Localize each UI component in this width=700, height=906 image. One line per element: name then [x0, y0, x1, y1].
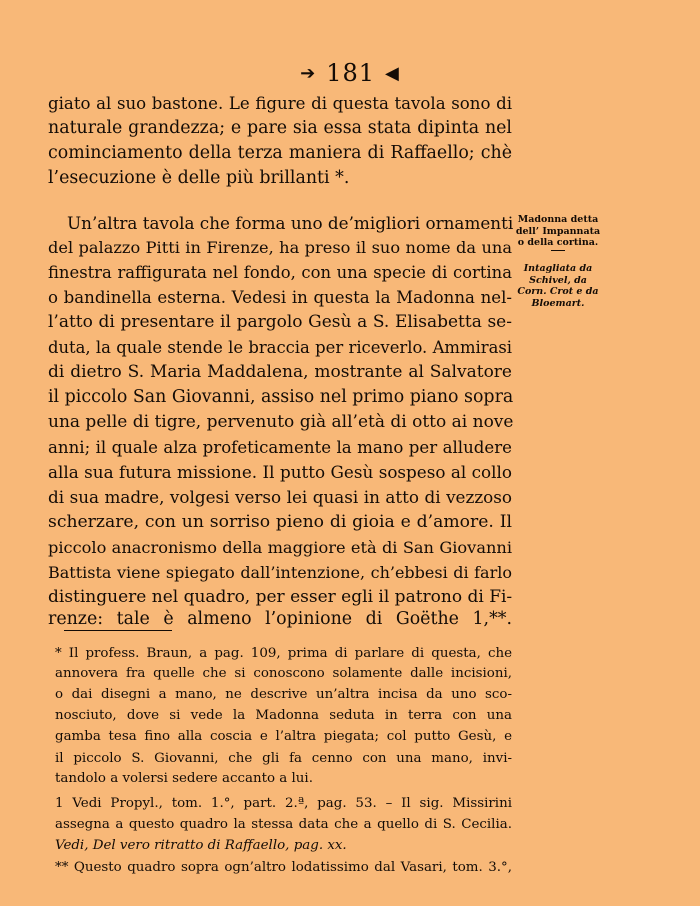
- text-line: distinguere nel quadro, per esser egli il patrono di Fi-: [48, 587, 513, 607]
- margin-note-line: Bloemart.: [531, 297, 585, 309]
- footnote-line: * Il profess. Braun, a pag. 109, prima di parlare di questa, che: [55, 646, 512, 661]
- text-line: una pelle di tigre, pervenuto già all’età di otto ai nove: [48, 412, 514, 432]
- text-line: del palazzo Pitti in Firenze, ha preso il suo nome da una: [48, 238, 512, 257]
- text-line: l’esecuzione è delle più brillanti *.: [48, 168, 350, 188]
- footnote-line: nosciuto, dove si vede la Madonna seduta in terra con una: [55, 708, 512, 723]
- footnote-line: assegna a questo quadro la stessa data che a quello di S. Cecilia.: [55, 817, 512, 832]
- page-number: 181: [326, 59, 376, 87]
- footnote-line: tandolo a volersi sedere accanto a lui.: [55, 771, 313, 786]
- margin-note-engraving: [508, 263, 608, 309]
- text-line: duta, la quale stende le braccia per riceverlo. Ammirasi: [48, 338, 512, 357]
- text-line: finestra raffigurata nel fondo, con una specie di cortina: [48, 263, 512, 282]
- footnote-line: il piccolo S. Giovanni, che gli fa cenno con una mano, invi-: [55, 751, 512, 766]
- text-line: di dietro S. Maria Maddalena, mostrante al Salvatore: [48, 362, 512, 382]
- text-line: anni; il quale alza profeticamente la mano per alludere: [48, 438, 512, 457]
- page-header: [0, 58, 700, 89]
- footnote-line: Vedi, Del vero ritratto di Raffaello, pag. xx.: [55, 838, 347, 853]
- text-line: naturale grandezza; e pare sia essa stata dipinta nel: [48, 118, 512, 138]
- text-line: Un’altra tavola che forma uno de’migliori ornamenti: [67, 213, 514, 233]
- left-ornament-icon: ➔: [300, 63, 317, 84]
- footnote-line: annovera fra quelle che si conoscono solamente dalle incisioni,: [55, 666, 512, 681]
- margin-note-line: o della cortina.: [517, 237, 599, 248]
- right-ornament-icon: ◀: [385, 63, 400, 84]
- text-line: di sua madre, volgesi verso lei quasi in atto di vezzoso: [48, 487, 512, 507]
- text-line: l’atto di presentare il pargolo Gesù a S. Elisabetta se-: [48, 312, 512, 332]
- margin-divider: [551, 250, 565, 251]
- text-line: giato al suo bastone. Le figure di questa tavola sono di: [48, 94, 512, 113]
- text-line: renze: tale è almeno l’opinione di Goëthe 1,**.: [48, 609, 512, 629]
- footnote-line: 1 Vedi Propyl., tom. 1.°, part. 2.ª, pag. 53. – Il sig. Missirini: [55, 796, 512, 811]
- text-line: alla sua futura missione. Il putto Gesù sospeso al collo: [48, 462, 512, 482]
- text-line: Battista viene spiegato dall’intenzione, ch’ebbesi di farlo: [48, 563, 512, 582]
- margin-note-line: Schivel, da: [529, 274, 587, 286]
- margin-note-line: Intagliata da: [523, 263, 593, 274]
- margin-note-line: Madonna detta: [517, 214, 599, 225]
- footnote-line: ** Questo quadro sopra ogn’altro lodatissimo dal Vasari, tom. 3.°,: [55, 860, 512, 875]
- text-line: o bandinella esterna. Vedesi in questa la Madonna nel-: [48, 288, 512, 307]
- text-line: il piccolo San Giovanni, assiso nel primo piano sopra: [48, 387, 514, 407]
- text-line: scherzare, con un sorriso pieno di gioia e d’amore. Il: [48, 512, 512, 532]
- footnote-line: gamba tesa fino alla coscia e l’altra piegata; col putto Gesù, e: [55, 729, 512, 744]
- margin-note-line: dell’ Impannata: [515, 225, 601, 237]
- footnote-rule: [64, 630, 172, 631]
- text-line: cominciamento della terza maniera di Raffaello; chè: [48, 143, 512, 163]
- margin-note-title: [508, 214, 608, 251]
- text-line: piccolo anacronismo della maggiore età di San Giovanni: [48, 538, 512, 557]
- margin-note-line: Corn. Crot e da: [517, 286, 599, 297]
- footnote-line: o dai disegni a mano, ne descrive un’altra incisa da uno sco-: [55, 687, 512, 702]
